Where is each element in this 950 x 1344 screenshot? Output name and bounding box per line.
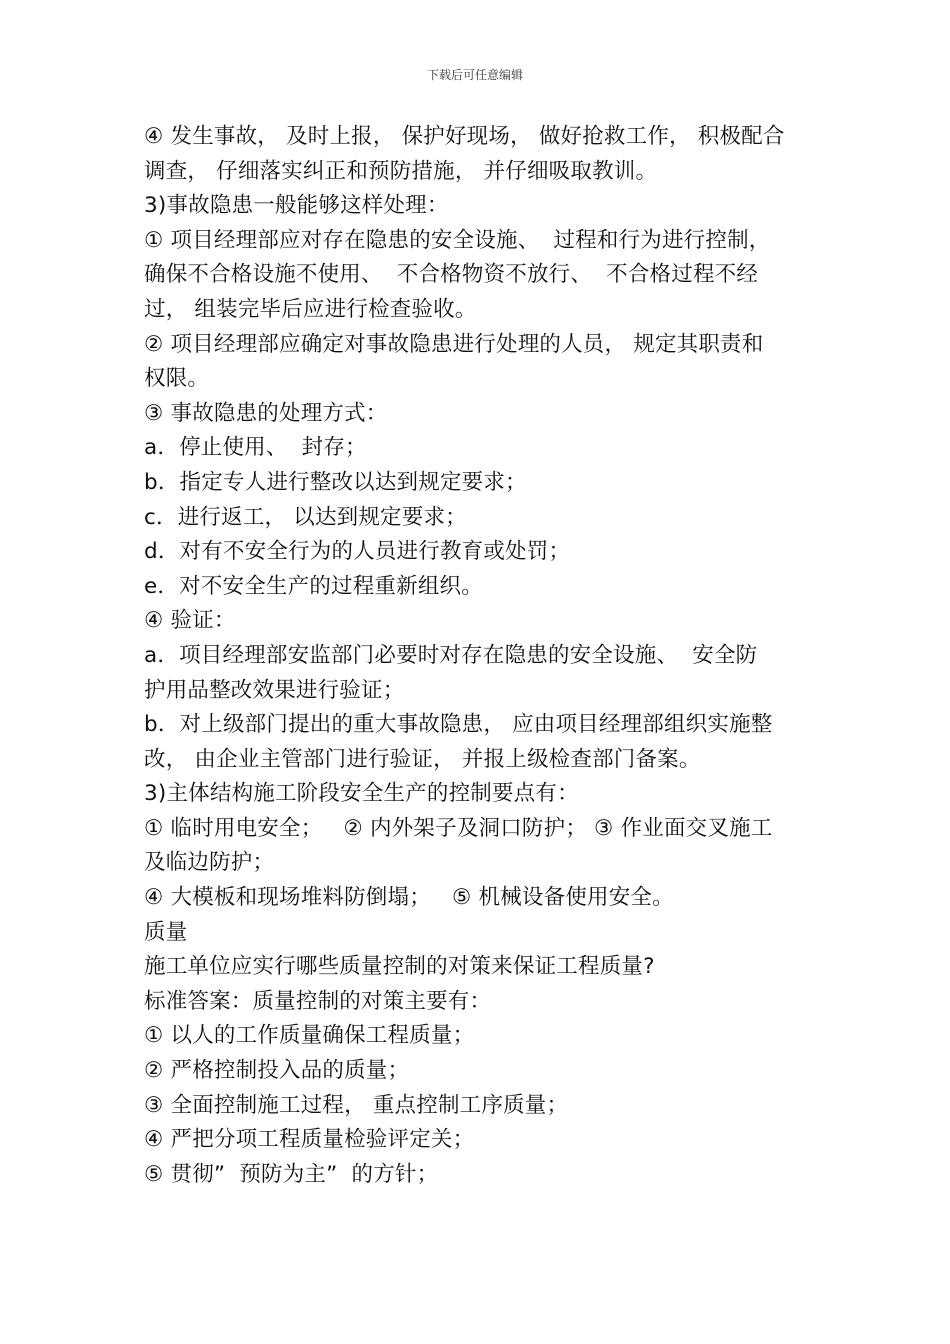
text-line: ① 项目经理部应对存在隐患的安全设施、 过程和行为进行控制， xyxy=(144,227,771,253)
text-line: b．对上级部门提出的重大事故隐患， 应由项目经理部组织实施整 xyxy=(144,712,773,738)
text-line: ⑤ 贯彻” 预防为主” 的方针； xyxy=(144,1161,439,1187)
text-line: c．进行返工， 以达到规定要求； xyxy=(144,504,467,530)
text-line: 调查， 仔细落实纠正和预防措施， 并仔细吸取教训。 xyxy=(144,158,658,184)
text-line: ④ 严把分项工程质量检验评定关； xyxy=(144,1127,475,1153)
page-header: 下载后可任意编辑 xyxy=(426,68,523,82)
text-line: 改， 由企业主管部门进行验证， 并报上级检查部门备案。 xyxy=(144,746,701,772)
text-line: 3)事故隐患一般能够这样处理： xyxy=(144,193,449,219)
section-heading: 质量 xyxy=(144,919,188,945)
text-line: b．指定专人进行整改以达到规定要求； xyxy=(144,469,527,495)
text-line: a．停止使用、 封存； xyxy=(144,435,367,461)
text-line: 3)主体结构施工阶段安全生产的控制要点有： xyxy=(144,781,579,807)
text-line: 标准答案：质量控制的对策主要有： xyxy=(144,988,492,1014)
text-line: ④ 发生事故， 及时上报， 保护好现场， 做好抢救工作， 积极配合 xyxy=(144,124,785,149)
text-line: 确保不合格设施不使用、 不合格物资不放行、 不合格过程不经 xyxy=(144,262,759,288)
text-line: ① 临时用电安全； ② 内外架子及洞口防护； ③ 作业面交叉施工 xyxy=(144,815,773,841)
text-line: a．项目经理部安监部门必要时对存在隐患的安全设施、 安全防 xyxy=(144,642,758,668)
text-line: ③ 事故隐患的处理方式： xyxy=(144,400,388,426)
text-line: ① 以人的工作质量确保工程质量； xyxy=(144,1023,475,1049)
text-line: e．对不安全生产的过程重新组织。 xyxy=(144,573,483,599)
text-line: ③ 全面控制施工过程， 重点控制工序质量； xyxy=(144,1092,569,1118)
text-line: 护用品整改效果进行验证； xyxy=(144,677,405,703)
text-line: ② 项目经理部应确定对事故隐患进行处理的人员， 规定其职责和 xyxy=(144,331,764,357)
text-line: ④ 大模板和现场堆料防倒塌； ⑤ 机械设备使用安全。 xyxy=(144,885,674,911)
text-line: 权限。 xyxy=(144,366,210,392)
question-line: 施工单位应实行哪些质量控制的对策来保证工程质量? xyxy=(144,954,655,980)
document-body xyxy=(144,120,810,1192)
text-line: d．对有不安全行为的人员进行教育或处罚； xyxy=(144,539,571,565)
text-line: ④ 验证： xyxy=(144,608,236,634)
text-line: ② 严格控制投入品的质量； xyxy=(144,1058,410,1084)
text-line: 过， 组装完毕后应进行检查验收。 xyxy=(144,296,477,322)
text-line: 及临边防护； xyxy=(144,850,275,876)
